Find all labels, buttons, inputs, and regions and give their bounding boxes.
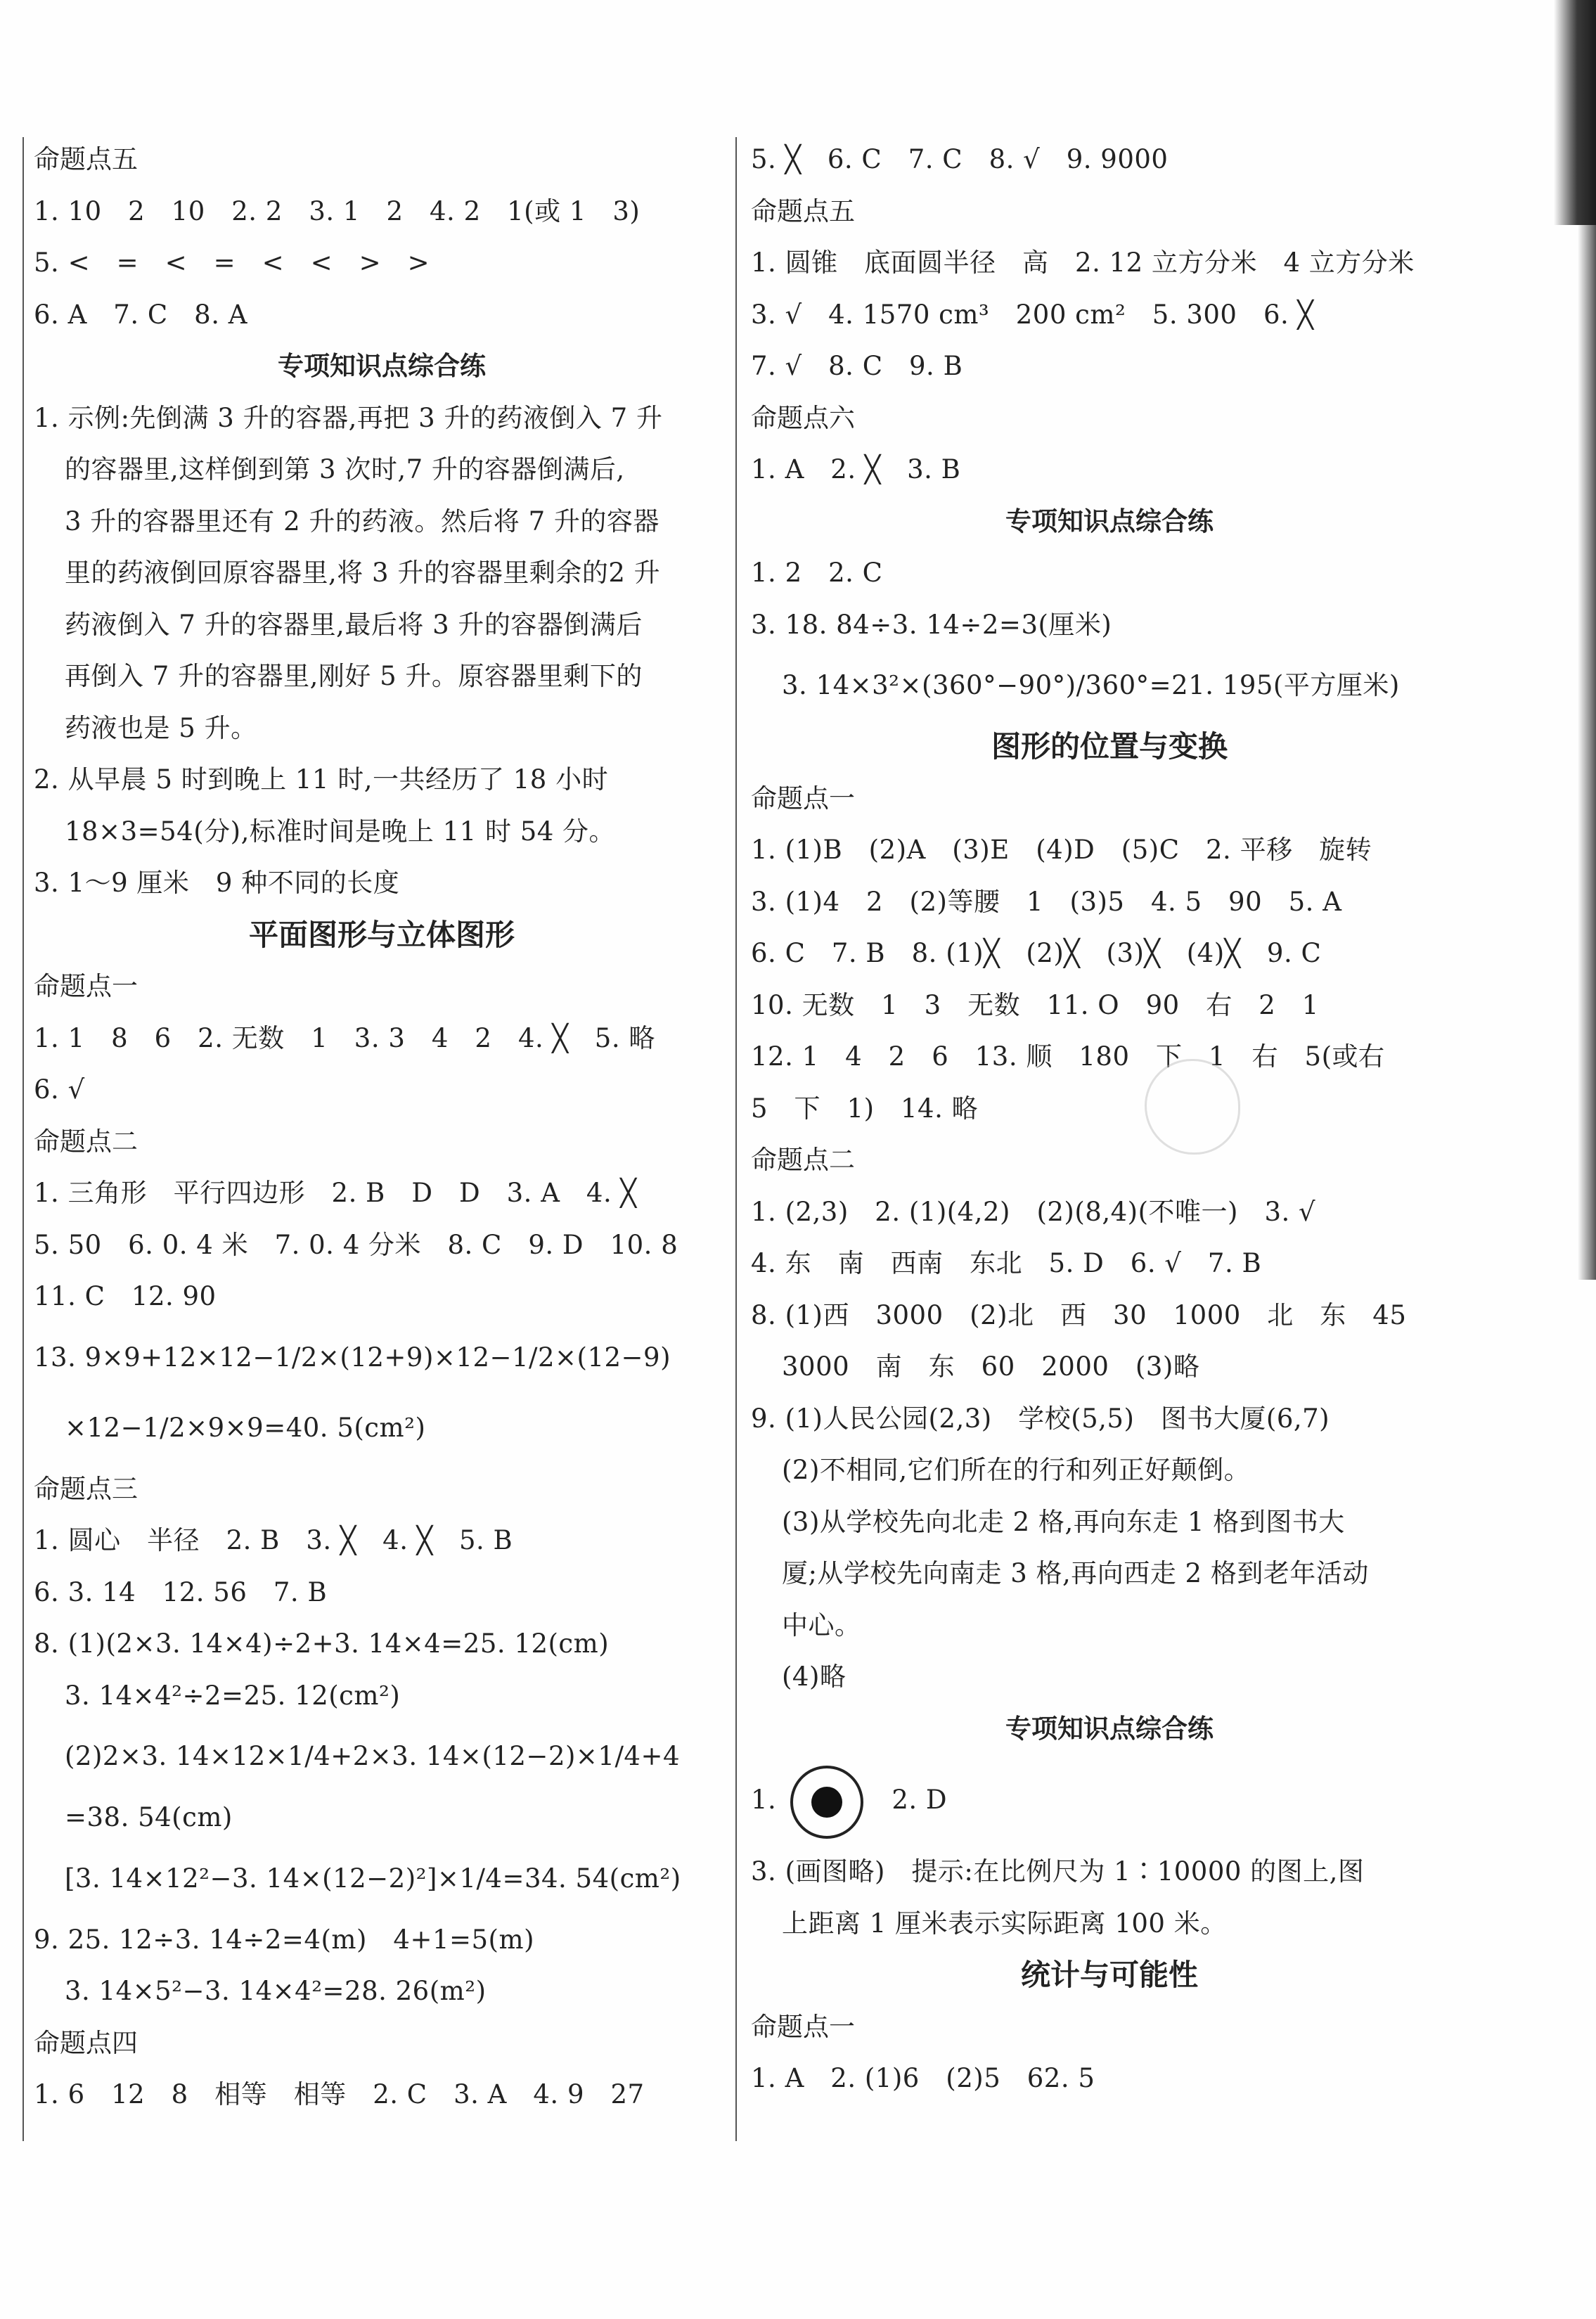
- answer-line-continued: 3 升的容器里还有 2 升的药液。然后将 7 升的容器: [65, 506, 659, 537]
- answer-line: 1. 圆心 半径 2. B 3. ╳ 4. ╳ 5. B: [34, 1525, 513, 1555]
- answer-line: 5. < = < = < < > >: [34, 248, 430, 278]
- answer-line-continued: (2)不相同,它们所在的行和列正好颠倒。: [782, 1455, 1251, 1485]
- answer-line: 5 下 1) 14. 略: [751, 1093, 979, 1124]
- answer-line-with-figure: [751, 1754, 1468, 1846]
- scan-edge-shadow: [1554, 0, 1596, 225]
- section-label: 命题点四: [34, 2027, 138, 2058]
- answer-line: 1. 示例:先倒满 3 升的容器,再把 3 升的药液倒入 7 升: [34, 402, 663, 433]
- answer-line-formula: 13. 9×9+12×12−1/2×(12+9)×12−1/2×(12−9): [34, 1342, 671, 1373]
- left-margin-rule: [22, 137, 24, 2141]
- answer-line-continued: 3000 南 东 60 2000 (3)略: [782, 1351, 1200, 1382]
- section-label: 命题点五: [751, 195, 855, 226]
- answer-line: 6. C 7. B 8. (1)╳ (2)╳ (3)╳ (4)╳ 9. C: [751, 938, 1322, 968]
- answer-line: 6. √: [34, 1074, 85, 1105]
- answer-line-continued: 里的药液倒回原容器里,将 3 升的容器里剩余的2 升: [65, 558, 661, 588]
- right-column: [751, 134, 1468, 2105]
- answer-line: 2. 从早晨 5 时到晚上 11 时,一共经历了 18 小时: [34, 764, 609, 795]
- answer-line: 1. A 2. ╳ 3. B: [751, 454, 961, 484]
- answer-line: 1. 三角形 平行四边形 2. B D D 3. A 4. ╳: [34, 1178, 637, 1208]
- section-label: 命题点五: [34, 144, 138, 174]
- answer-number: 1.: [751, 1785, 777, 1815]
- answer-line-continued: 的容器里,这样倒到第 3 次时,7 升的容器倒满后,: [65, 454, 625, 484]
- answer-line-continued: 18×3=54(分),标准时间是晚上 11 时 54 分。: [65, 816, 616, 847]
- answer-line: 1. 1 8 6 2. 无数 1 3. 3 4 2 4. ╳ 5. 略: [34, 1022, 655, 1053]
- faint-stamp-mark: [1145, 1059, 1240, 1155]
- answer-line: 9. 25. 12÷3. 14÷2=4(m) 4+1=5(m): [34, 1924, 535, 1955]
- target-circle-icon: [790, 1766, 863, 1839]
- answer-line-continued: 3. 14×5²−3. 14×4²=28. 26(m²): [65, 1976, 487, 2006]
- answer-line: 8. (1)(2×3. 14×4)÷2+3. 14×4=25. 12(cm): [34, 1629, 610, 1659]
- answer-line-continued: 上距离 1 厘米表示实际距离 100 米。: [782, 1908, 1227, 1939]
- answer-line: 5. ╳ 6. C 7. C 8. √ 9. 9000: [751, 144, 1169, 174]
- answer-line-continued: 中心。: [782, 1610, 861, 1640]
- answer-line: 1. (1)B (2)A (3)E (4)D (5)C 2. 平移 旋转: [751, 835, 1372, 865]
- answer-text: 2. D: [892, 1785, 948, 1815]
- answer-line: 3. √ 4. 1570 cm³ 200 cm² 5. 300 6. ╳: [751, 299, 1314, 330]
- answer-line-continued: 药液倒入 7 升的容器里,最后将 3 升的容器倒满后: [65, 609, 643, 640]
- answer-line: 5. 50 6. 0. 4 米 7. 0. 4 分米 8. C 9. D 10. 8: [34, 1229, 678, 1260]
- answer-line: 4. 东 南 西南 东北 5. D 6. √ 7. B: [751, 1248, 1262, 1278]
- column-divider: [735, 137, 737, 2141]
- answer-line-continued: 再倒入 7 升的容器里,刚好 5 升。原容器里剩下的: [65, 661, 643, 691]
- section-label: 命题点六: [751, 402, 855, 433]
- answer-line: 1. (2,3) 2. (1)(4,2) (2)(8,4)(不唯一) 3. √: [751, 1196, 1316, 1227]
- section-label: 命题点一: [751, 783, 855, 814]
- answer-line: 1. 2 2. C: [751, 558, 883, 588]
- answer-line: 8. (1)西 3000 (2)北 西 30 1000 北 东 45: [751, 1299, 1407, 1330]
- answer-line: 1. 圆锥 底面圆半径 高 2. 12 立方分米 4 立方分米: [751, 248, 1415, 278]
- answer-line: 9. (1)人民公园(2,3) 学校(5,5) 图书大厦(6,7): [751, 1403, 1330, 1434]
- section-label: 命题点二: [751, 1145, 855, 1175]
- answer-line: 3. (1)4 2 (2)等腰 1 (3)5 4. 5 90 5. A: [751, 886, 1342, 917]
- answer-line: 3. (画图略) 提示:在比例尺为 1∶10000 的图上,图: [751, 1856, 1365, 1887]
- answer-line: 6. 3. 14 12. 56 7. B: [34, 1576, 328, 1607]
- section-label: 命题点三: [34, 1473, 138, 1504]
- section-heading: 专项知识点综合练: [278, 351, 486, 381]
- section-heading: 平面图形与立体图形: [248, 917, 515, 952]
- section-heading: 专项知识点综合练: [1005, 506, 1214, 537]
- answer-line-formula: ×12−1/2×9×9=40. 5(cm²): [65, 1412, 426, 1443]
- answer-line: 11. C 12. 90: [34, 1281, 217, 1311]
- answer-line: 7. √ 8. C 9. B: [751, 351, 963, 381]
- answer-line-continued: 厦;从学校先向南走 3 格,再向西走 2 格到老年活动: [782, 1558, 1369, 1588]
- answer-line-continued: =38. 54(cm): [65, 1802, 233, 1832]
- answer-line: 12. 1 4 2 6 13. 顺 180 下 1 右 5(或右: [751, 1041, 1385, 1072]
- section-label: 命题点一: [34, 971, 138, 1001]
- answer-line-continued: (3)从学校先向北走 2 格,再向东走 1 格到图书大: [782, 1506, 1345, 1537]
- answer-line: 1. 10 2 10 2. 2 3. 1 2 4. 2 1(或 1 3): [34, 195, 641, 226]
- answer-line: 1. A 2. (1)6 (2)5 62. 5: [751, 2063, 1095, 2093]
- answer-line-continued: 3. 14×4²÷2=25. 12(cm²): [65, 1680, 401, 1711]
- section-heading: 统计与可能性: [1020, 1958, 1198, 1992]
- answer-line: 3. 1～9 厘米 9 种不同的长度: [34, 868, 400, 898]
- section-label: 命题点一: [751, 2011, 855, 2042]
- answer-line-continued: (4)略: [782, 1662, 847, 1692]
- answer-line-formula: [3. 14×12²−3. 14×(12−2)²]×1/4=34. 54(cm²): [65, 1863, 681, 1894]
- section-heading: 专项知识点综合练: [1005, 1713, 1214, 1744]
- scan-edge-shadow-lower: [1578, 225, 1596, 1280]
- section-heading: 图形的位置与变换: [991, 729, 1228, 764]
- answer-line: 3. 18. 84÷3. 14÷2=3(厘米): [751, 609, 1112, 640]
- section-label: 命题点二: [34, 1126, 138, 1157]
- answer-line: 10. 无数 1 3 无数 11. O 90 右 2 1: [751, 989, 1319, 1020]
- answer-line: 6. A 7. C 8. A: [34, 299, 247, 330]
- answer-line-formula: (2)2×3. 14×12×1/4+2×3. 14×(12−2)×1/4+4: [65, 1741, 681, 1771]
- answer-line-formula: 3. 14×3²×(360°−90°)/360°=21. 195(平方厘米): [782, 670, 1400, 700]
- answer-line: 1. 6 12 8 相等 相等 2. C 3. A 4. 9 27: [34, 2079, 645, 2109]
- answer-line-continued: 药液也是 5 升。: [65, 712, 257, 743]
- left-column: [34, 134, 730, 2121]
